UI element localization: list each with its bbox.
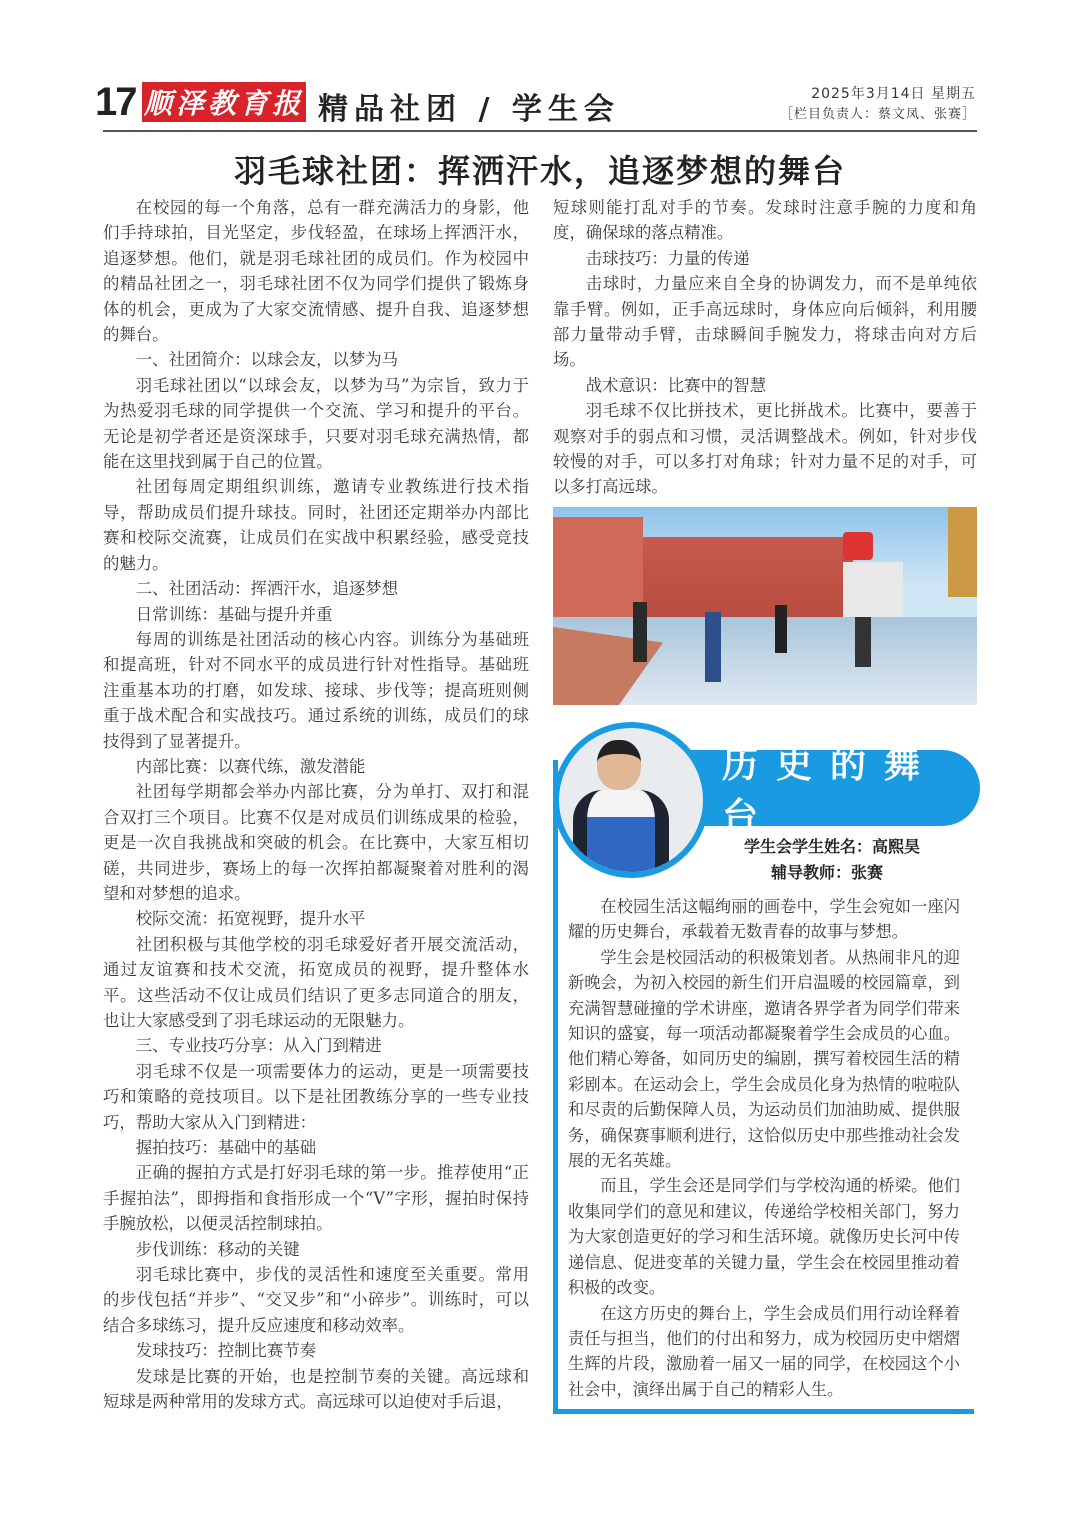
- paragraph: 发球是比赛的开始，也是控制节奏的关键。高远球和短球是两种常用的发球方式。高远球可以迫使对手后退，: [103, 1366, 529, 1412]
- paragraph: 内部比赛：以赛代练，激发潜能: [135, 756, 366, 776]
- paragraph: 日常训练：基础与提升并重: [135, 604, 333, 624]
- paragraph-continued: 短球则能打乱对手的节奏。发球时注意手腕的力度和角度，确保球的落点精准。: [553, 198, 977, 243]
- newspaper-logo: 顺泽教育报: [142, 82, 306, 122]
- article-right-column: [553, 195, 977, 500]
- advisor-name: 辅导教师：张赛: [770, 863, 883, 882]
- issue-date: 2025年3月14日 星期五: [811, 86, 976, 102]
- page-number: 17: [95, 80, 136, 124]
- paragraph: 一、社团简介：以球会友，以梦为马: [135, 350, 399, 370]
- section-title: 精品社团 / 学生会: [318, 92, 620, 127]
- article-title: 羽毛球社团：挥洒汗水，追逐梦想的舞台: [233, 152, 846, 190]
- paragraph: 在校园生活这幅绚丽的画卷中，学生会宛如一座闪耀的历史舞台，承载着无数青春的故事与梦想。: [568, 897, 960, 942]
- badminton-photo: [553, 507, 977, 705]
- paragraph: 发球技巧：控制比赛节奏: [135, 1341, 317, 1361]
- paragraph: 三、专业技巧分享：从入门到精进: [135, 1036, 382, 1056]
- paragraph: 战术意识：比赛中的智慧: [585, 375, 767, 395]
- paragraph: 在校园的每一个角落，总有一群充满活力的身影，他们手持球拍，目光坚定，步伐轻盈，在球场上挥洒汗水，追逐梦想。他们，就是羽毛球社团的成员们。作为校园中的精品社团之一，羽毛球社团不仅为同学们提供了锻炼身体的机会，更成为了大家交流情感、提升自我、追逐梦想的舞台。: [103, 198, 529, 345]
- paragraph: 社团每周定期组织训练，邀请专业教练进行技术指导，帮助成员们提升球技。同时，社团还定期举办内部比赛和校际交流赛，让成员们在实战中积累经验，感受竞技的魅力。: [103, 477, 529, 573]
- feature-text: [568, 894, 960, 1402]
- paragraph: 学生会是校园活动的积极策划者。从热闹非凡的迎新晚会，为初入校园的新生们开启温暖的校园篇章，到充满智慧碰撞的学术讲座，邀请各界学者为同学们带来知识的盛宴，每一项活动都凝聚着学生会成员的心血。他们精心筹备，如同历史的编剧，撰写着校园生活的精彩剧本。在运动会上，学生会成员化身为热情的啦啦队和尽责的后勤保障人员，为运动员们加油助威、提供服务，确保赛事顺利进行，这恰似历史中那些推动社会发展的无名英雄。: [568, 947, 960, 1171]
- paragraph: 校际交流：拓宽视野，提升水平: [135, 909, 366, 929]
- paragraph: 每周的训练是社团活动的核心内容。训练分为基础班和提高班，针对不同水平的成员进行针对性指导。基础班注重基本功的打磨，如发球、接球、步伐等；提高班则侧重于战术配合和实战技巧。通过系统的训练，成员们的球技得到了显著提升。: [103, 629, 529, 751]
- paragraph: 社团积极与其他学校的羽毛球爱好者开展交流活动，通过友谊赛和技术交流，拓宽成员的视野，提升整体水平。这些活动不仅让成员们结识了更多志同道合的朋友，也让大家感受到了羽毛球运动的无限魅力。: [103, 934, 529, 1030]
- student-name: 学生会学生姓名：高熙昊: [743, 837, 920, 856]
- paragraph: 羽毛球比赛中，步伐的灵活性和速度至关重要。常用的步伐包括“并步”、“交叉步”和“小碎步”。训练时，可以结合多球练习，提升反应速度和移动效率。: [103, 1265, 529, 1335]
- paragraph: 而且，学生会还是同学们与学校沟通的桥梁。他们收集同学们的意见和建议，传递给学校相关部门，努力为大家创造更好的学习和生活环境。就像历史长河中传递信息、促进变革的关键力量，学生会在校园里推动着积极的改变。: [568, 1176, 960, 1298]
- paragraph: 步伐训练：移动的关键: [135, 1239, 300, 1259]
- paragraph: 击球技巧：力量的传递: [585, 248, 750, 268]
- paragraph: 社团每学期都会举办内部比赛，分为单打、双打和混合双打三个项目。比赛不仅是对成员们训练成果的检验，更是一次自我挑战和突破的机会。在比赛中，大家互相切磋，共同进步，赛场上的每一次挥拍都凝聚着对胜利的渴望和对梦想的追求。: [103, 782, 529, 903]
- paragraph: 在这方历史的舞台上，学生会成员们用行动诠释着责任与担当，他们的付出和努力，成为校园历史中熠熠生辉的片段，激励着一届又一届的同学，在校园这个小社会中，演绎出属于自己的精彩人生。: [568, 1303, 960, 1399]
- paragraph: 羽毛球社团以“以球会友，以梦为马”为宗旨，致力于为热爱羽毛球的同学提供一个交流、学习和提升的平台。无论是初学者还是资深球手，只要对羽毛球充满热情，都能在这里找到属于自己的位置。: [103, 375, 529, 472]
- paragraph: 二、社团活动：挥洒汗水，追逐梦想: [135, 579, 399, 599]
- header-divider: [103, 130, 977, 132]
- paragraph: 羽毛球不仅比拼技术，更比拼战术。比赛中，要善于观察对手的弱点和习惯，灵活调整战术。例如，针对步伐较慢的对手，可以多打对角球；针对力量不足的对手，可以多打高远球。: [553, 401, 977, 497]
- paragraph: 击球时，力量应来自全身的协调发力，而不是单纯依靠手臂。例如，正手高远球时，身体应向后倾斜，利用腰部力量带动手臂，击球瞬间手腕发力，将球击向对方后场。: [553, 274, 977, 370]
- feature-banner: 历史的舞台: [650, 750, 980, 826]
- paragraph: 握拍技巧：基础中的基础: [135, 1138, 317, 1158]
- paragraph: 羽毛球不仅是一项需要体力的运动，更是一项需要技巧和策略的竞技项目。以下是社团教练分享的一些专业技巧，帮助大家从入门到精进：: [103, 1061, 529, 1132]
- paragraph: 正确的握拍方式是打好羽毛球的第一步。推荐使用“正手握拍法”，即拇指和食指形成一个“V”字形，握拍时保持手腕放松，以便灵活控制球拍。: [103, 1163, 529, 1234]
- column-editors: ［栏目负责人：蔡文凤、张赛］: [779, 107, 976, 122]
- article-left-column: [103, 195, 529, 1415]
